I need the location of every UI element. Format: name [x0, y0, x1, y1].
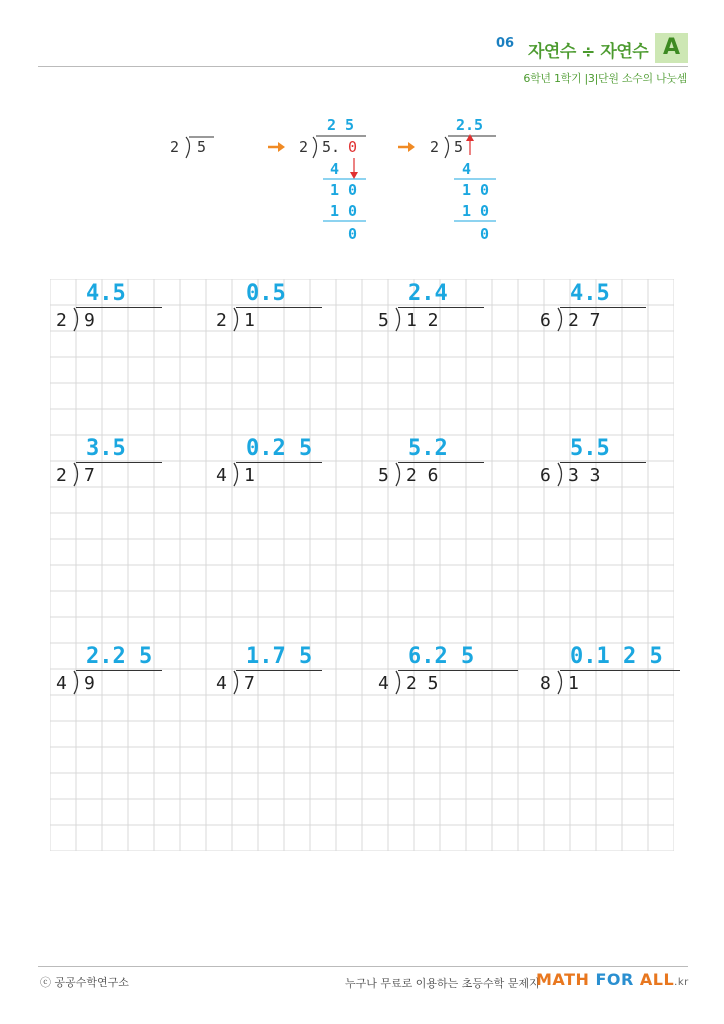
quotient-answer: 4.5 [86, 281, 126, 306]
quotient-answer: 4.5 [570, 281, 610, 306]
divisor: 2 [56, 465, 67, 486]
division-bracket [72, 307, 82, 333]
division-problem [56, 644, 212, 704]
divisor: 2 [216, 310, 227, 331]
dividend: 2 5 [406, 673, 439, 694]
division-bracket [556, 462, 566, 488]
divisor: 5 [378, 465, 389, 486]
problem-grid [50, 279, 674, 851]
example-2-divisor: 2 [299, 138, 309, 156]
division-bracket [72, 462, 82, 488]
division-bracket [232, 670, 242, 696]
quotient-answer: 0.2 5 [246, 436, 313, 461]
logo-for: FOR [595, 970, 640, 989]
worksheet-title: 자연수 ÷ 자연수 [528, 42, 649, 62]
quotient-answer: 5.5 [570, 436, 610, 461]
division-problem [216, 281, 372, 341]
division-problem [56, 281, 212, 341]
dividend: 1 [568, 673, 579, 694]
division-problem [540, 644, 696, 704]
example-step-1 [170, 137, 214, 158]
worksheet-number: 06 [496, 36, 515, 51]
up-arrow-icon [466, 134, 474, 155]
division-problem [540, 281, 696, 341]
dividend: 9 [84, 673, 95, 694]
division-bracket [232, 462, 242, 488]
divisor: 8 [540, 673, 551, 694]
divisor: 6 [540, 310, 551, 331]
divisor: 4 [378, 673, 389, 694]
footer-slogan: 누구나 무료로 이용하는 초등수학 문제지 [345, 977, 540, 990]
division-bracket [556, 307, 566, 333]
example-3-divisor: 2 [430, 138, 440, 156]
down-arrow-icon [350, 158, 358, 179]
example-2-quotient: 2 5 [327, 116, 355, 134]
quotient-answer: 2.4 [408, 281, 448, 306]
division-problem [378, 281, 534, 341]
division-bar [560, 462, 646, 463]
division-problem [540, 436, 696, 496]
example-3-dividend: 5 [454, 138, 464, 156]
example-3-quotient: 2.5 [456, 116, 484, 134]
division-bar [76, 462, 162, 463]
logo-kr: .kr [674, 977, 689, 988]
division-problem [56, 436, 212, 496]
division-bracket [394, 462, 404, 488]
example-2-dividend: 5. [322, 138, 341, 156]
division-bar [76, 307, 162, 308]
divisor: 6 [540, 465, 551, 486]
graph-paper [50, 279, 674, 851]
dividend: 1 [244, 310, 255, 331]
divisor: 4 [216, 673, 227, 694]
dividend: 1 2 [406, 310, 439, 331]
level-badge: A [655, 33, 688, 63]
division-bar [560, 670, 680, 671]
example-3-row-1: 4 [462, 160, 472, 178]
division-bar [560, 307, 646, 308]
division-bracket [394, 307, 404, 333]
division-problem [378, 436, 534, 496]
dividend: 7 [84, 465, 95, 486]
dividend: 9 [84, 310, 95, 331]
quotient-answer: 3.5 [86, 436, 126, 461]
example-step-2 [299, 116, 366, 243]
divisor: 4 [216, 465, 227, 486]
division-bar [236, 462, 322, 463]
example-3-row-2: 1 0 [462, 181, 490, 199]
divisor: 2 [56, 310, 67, 331]
quotient-answer: 0.5 [246, 281, 286, 306]
quotient-answer: 6.2 5 [408, 644, 475, 669]
division-bar [236, 670, 322, 671]
example-3-row-3: 1 0 [462, 202, 490, 220]
quotient-answer: 1.7 5 [246, 644, 313, 669]
division-bar [236, 307, 322, 308]
logo-math: MATH [536, 970, 596, 989]
arrow-right-icon [268, 142, 285, 152]
site-logo[interactable] [536, 970, 689, 989]
divisor: 5 [378, 310, 389, 331]
example-2-row-1: 4 [330, 160, 340, 178]
division-bar [398, 462, 484, 463]
logo-all: ALL [639, 970, 675, 989]
division-bar [76, 670, 162, 671]
dividend: 3 3 [568, 465, 601, 486]
quotient-answer: 5.2 [408, 436, 448, 461]
divisor: 4 [56, 673, 67, 694]
division-bracket [232, 307, 242, 333]
division-bracket [394, 670, 404, 696]
example-step-3 [430, 116, 496, 243]
example-2-row-2: 1 0 [330, 181, 358, 199]
division-bracket [556, 670, 566, 696]
division-problem [216, 436, 372, 496]
copyright: ⓒ 공공수학연구소 [40, 976, 129, 989]
dividend: 1 [244, 465, 255, 486]
footer-divider [38, 966, 688, 967]
example-1-divisor: 2 [170, 138, 180, 156]
dividend: 7 [244, 673, 255, 694]
example-2-appended-zero: 0 [348, 138, 358, 156]
dividend: 2 7 [568, 310, 601, 331]
division-problem [216, 644, 372, 704]
quotient-answer: 0.1 2 5 [570, 644, 663, 669]
division-bracket [186, 137, 190, 158]
example-2-row-4: 0 [348, 225, 358, 243]
dividend: 2 6 [406, 465, 439, 486]
division-bracket [72, 670, 82, 696]
division-bar [398, 307, 484, 308]
example-1-dividend: 5 [197, 138, 207, 156]
division-bar [398, 670, 518, 671]
example-2-row-3: 1 0 [330, 202, 358, 220]
worked-example [0, 0, 724, 260]
example-3-row-4: 0 [480, 225, 490, 243]
arrow-right-icon [398, 142, 415, 152]
division-problem [378, 644, 534, 704]
worksheet-subtitle: 6학년 1학기 |3|단원 소수의 나눗셈 [523, 72, 687, 85]
example-diagram [0, 0, 724, 260]
quotient-answer: 2.2 5 [86, 644, 153, 669]
